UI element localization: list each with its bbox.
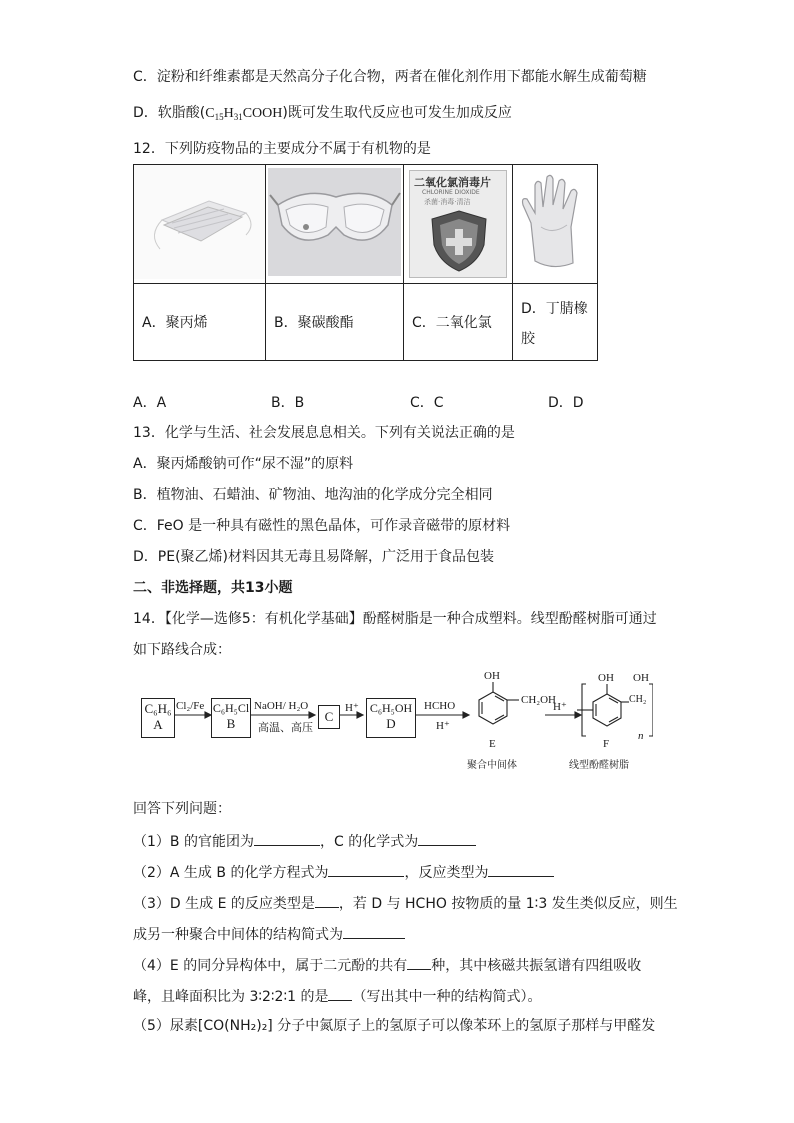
choice-d: D．D	[548, 395, 584, 411]
answer-blank-3a[interactable]	[315, 893, 339, 908]
q12-table	[133, 164, 598, 361]
section-heading: 二、非选择题，共13小题	[133, 580, 293, 596]
benzene-ring-e	[479, 682, 519, 724]
compound-f-name: 线型酚醛树脂	[569, 760, 629, 771]
subq4-line2: 峰，且峰面积比为 3∶2∶2∶1 的是 （写出其中一种的结构简式）。	[133, 986, 541, 1006]
compound-b-box	[211, 698, 251, 738]
tablet-english: CHLORINE DIOXIDE	[422, 189, 480, 196]
step5-catalyst: H⁺	[553, 701, 567, 713]
answer-blank-4b[interactable]	[328, 986, 352, 1001]
compound-d-formula: C₆H₅OH	[369, 701, 413, 715]
tablet-cell	[404, 165, 513, 284]
answer-blank-2a[interactable]	[328, 862, 404, 877]
shield-icon	[428, 209, 490, 273]
q11-option-c: C．淀粉和纤维素都是天然高分子化合物，两者在催化剂作用下都能水解生成葡萄糖	[133, 69, 647, 85]
subq3-line2: 成另一种聚合中间体的结构简式为	[133, 924, 405, 944]
compound-b-formula: C₆H₅Cl	[212, 701, 250, 715]
chlorine-dioxide-package-image	[409, 170, 507, 278]
q13-option-d: D．PE(聚乙烯)材料因其无毒且易降解，广泛用于食品包装	[133, 549, 494, 565]
benzene-ring-f	[577, 684, 653, 736]
choice-a: A．A	[133, 395, 167, 411]
compound-e-name: 聚合中间体	[467, 760, 517, 771]
q13-option-a: A．聚丙烯酸钠可作“尿不湿”的原料	[133, 456, 354, 472]
compound-e-oh: OH	[484, 670, 500, 682]
subq4-line1: （4）E 的同分异构体中，属于二元酚的共有 种，其中核磁共振氢谱有四组吸收	[133, 955, 641, 975]
compound-b-label: B	[226, 716, 236, 731]
answer-blank-4a[interactable]	[407, 955, 431, 970]
step1-reagent: Cl₂/Fe	[176, 700, 205, 712]
choice-b: B．B	[271, 395, 305, 411]
q14-stem-line2: 如下路线合成：	[133, 642, 231, 658]
compound-f-n: n	[638, 730, 644, 742]
table-label-a: A．聚丙烯	[134, 284, 266, 361]
answer-blank-1a[interactable]	[254, 831, 320, 846]
q14-stem-line1: 14．【化学—选修5：有机化学基础】酚醛树脂是一种合成塑料。线型酚醛树脂可通过	[133, 611, 657, 627]
mask-image	[134, 165, 265, 279]
q11-option-d	[133, 104, 512, 126]
answer-blank-2b[interactable]	[488, 862, 554, 877]
answer-blank-1b[interactable]	[418, 831, 476, 846]
q11-d-formula: $C_{15}H_{31}COOH$	[205, 106, 283, 122]
synthesis-scheme	[133, 670, 653, 775]
compound-d-label: D	[386, 716, 396, 731]
compound-a-box	[141, 698, 175, 738]
q13-option-b: B．植物油、石蜡油、矿物油、地沟油的化学成分完全相同	[133, 487, 493, 503]
answer-intro: 回答下列问题：	[133, 801, 231, 817]
compound-c-box: C	[318, 705, 340, 729]
glove-image	[513, 165, 597, 279]
compound-e-ch2oh: CH₂OH	[521, 694, 557, 706]
compound-a-label: A	[153, 717, 163, 732]
goggles-cell	[266, 165, 404, 284]
goggles-image	[266, 165, 403, 279]
compound-f-oh-end: OH	[633, 672, 649, 684]
q13-option-c: C．FeO 是一种具有磁性的黑色晶体，可作录音磁带的原材料	[133, 518, 511, 534]
step4-reagent: HCHO	[424, 700, 456, 712]
q11-d-suffix: )既可发生取代反应也可发生加成反应	[282, 105, 512, 121]
table-label-c: C．二氧化氯	[404, 284, 513, 361]
step2-condition: 高温、高压	[258, 722, 313, 734]
tablet-title: 二氧化氯消毒片	[414, 176, 491, 189]
table-label-d: D．丁腈橡胶	[513, 284, 598, 361]
mask-cell	[134, 165, 266, 284]
table-label-b: B．聚碳酸酯	[266, 284, 404, 361]
glove-cell	[513, 165, 598, 284]
step4-catalyst: H⁺	[436, 720, 450, 732]
q12-stem: 12．下列防疫物品的主要成分不属于有机物的是	[133, 141, 431, 157]
choice-c: C．C	[410, 395, 444, 411]
answer-blank-3b[interactable]	[343, 924, 405, 939]
compound-d-box	[366, 698, 416, 738]
compound-e-label: E	[489, 738, 496, 750]
compound-f-label: F	[603, 738, 610, 750]
compound-f-ch2: CH₂	[629, 694, 647, 705]
step2-reagent: NaOH/ H₂O	[254, 700, 309, 712]
step3-reagent: H⁺	[345, 702, 359, 714]
compound-f-oh: OH	[598, 672, 614, 684]
q11-d-prefix: D．软脂酸(	[133, 105, 206, 121]
compound-a-formula: C₆H₆	[144, 701, 172, 716]
subq2: （2）A 生成 B 的化学方程式为 ，反应类型为	[133, 862, 554, 882]
q13-stem: 13．化学与生活、社会发展息息相关。下列有关说法正确的是	[133, 425, 515, 441]
tablet-subtitle: 杀菌·消毒·清洁	[424, 198, 471, 206]
subq1: （1）B 的官能团为 ，C 的化学式为	[133, 831, 476, 851]
subq3-line1: （3）D 生成 E 的反应类型是 ，若 D 与 HCHO 按物质的量 1∶3 发生类似反应，则生	[133, 893, 678, 913]
subq5: （5）尿素[CO(NH₂)₂] 分子中氮原子上的氢原子可以像苯环上的氢原子那样与甲醛发	[133, 1018, 656, 1034]
